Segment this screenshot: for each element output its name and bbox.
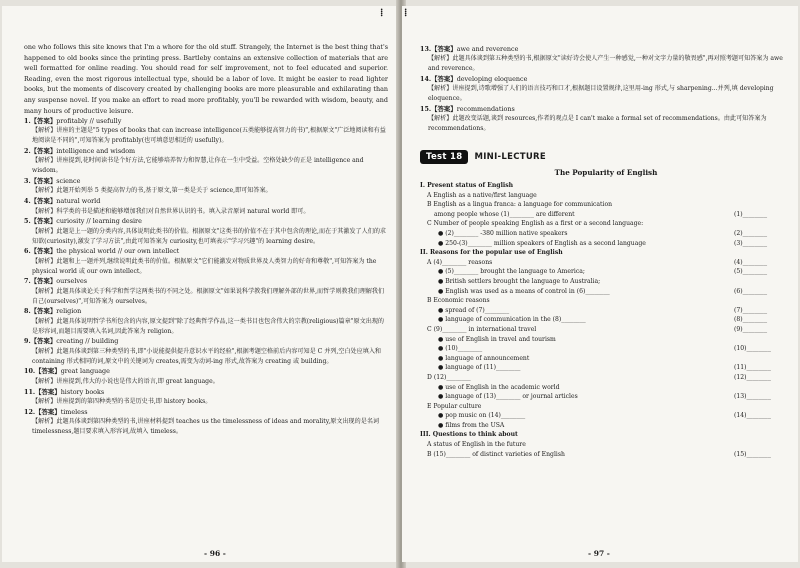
outline-line bbox=[420, 306, 792, 316]
answer-label: 6.【答案】 bbox=[24, 247, 57, 256]
outline-text: ● British settlers brought the language to Australia; bbox=[438, 277, 601, 285]
answer-text: intelligence and wisdom bbox=[56, 147, 136, 156]
outline-text: ● (5)________ brought the language to America; bbox=[438, 268, 585, 276]
answer-text: awe and reverence bbox=[456, 45, 519, 53]
test-header bbox=[420, 150, 792, 164]
answer-label: 7.【答案】 bbox=[24, 277, 57, 286]
answer-text: religion bbox=[56, 307, 82, 316]
outline-line bbox=[420, 200, 792, 210]
answer-blank: (15)________ bbox=[734, 450, 771, 458]
answer-text: natural world bbox=[56, 197, 101, 206]
right-page bbox=[402, 6, 798, 562]
explanation-text: 【解析】此题具体谈到第五种类型的书,根据原文"读好诗会使人产生一种感觉,一种对文字力量的敬畏感",再对照考题可知答案为 awe and reverence。 bbox=[428, 55, 783, 73]
outline-text: D (12)________ bbox=[427, 373, 471, 381]
answer-blank: (6)________ bbox=[734, 287, 768, 295]
answer-blank bbox=[734, 277, 792, 287]
answer-row bbox=[24, 336, 388, 346]
answer-blank bbox=[734, 383, 792, 393]
outline-text: A English as a native/first language bbox=[427, 191, 537, 199]
outline-text: among people whose (1)________ are different bbox=[434, 210, 575, 218]
answer-text: the physical world // our own intellect bbox=[56, 247, 180, 256]
answer-label: 4.【答案】 bbox=[24, 197, 57, 206]
outline-text: ● language of communication in the (8)________ bbox=[438, 316, 586, 324]
outline-text: ● films from the USA bbox=[438, 421, 505, 429]
explanation-text: 【解析】此题具体谈到第三种类型的书,即"小说能提供提升意识水平的经验",根据考题空格前后内容可知是 C 并列,空白处应填入和 containing 形式相同的词,原文中的关键词为 creates,需变为动词-ing 形式,故答案为 creating 或 building。 bbox=[32, 347, 382, 365]
answer-row bbox=[24, 366, 388, 376]
answer-label: 8.【答案】 bbox=[24, 307, 57, 316]
outline-line bbox=[420, 181, 792, 191]
answer-blank bbox=[734, 440, 792, 450]
explanation-text: 【解析】此题具体谈到第四种类型的书,讲座材料提到 teaches us the timelessness of ideas and morality,原文出现的是名词 timelessness,题目要求填入形容词,故填入 timeless。 bbox=[32, 417, 380, 435]
outline-line bbox=[420, 354, 792, 364]
answer-label: 12.【答案】 bbox=[24, 407, 61, 416]
explanation-text: 【解析】此题具体说明哲学书所包含的内容,原文提到"除了经典哲学作品,这一类书目也包含伟大的宗教(religious)篇章"原文出现的是形容词,而题目需要填入名词,因此答案为 religion。 bbox=[32, 317, 385, 335]
answer-blank: (9)________ bbox=[734, 325, 768, 333]
outline-text: ● (2)________ -380 million native speakers bbox=[438, 230, 568, 238]
outline-line bbox=[420, 296, 792, 306]
outline-text: A status of English in the future bbox=[427, 441, 526, 449]
answer-text: recommendations bbox=[456, 105, 515, 114]
answer-blank bbox=[734, 200, 792, 210]
answer-blank: (5)________ bbox=[734, 268, 768, 276]
test-title: MINI-LECTURE bbox=[474, 152, 546, 163]
answer-text: curiosity // learning desire bbox=[56, 217, 142, 226]
answer-row bbox=[24, 306, 388, 316]
answer-blank: (2)________ bbox=[734, 230, 768, 238]
answer-row bbox=[24, 216, 388, 226]
answer-row bbox=[24, 387, 388, 397]
explanation-text: 【解析】此题开始列举 5 类提高智力的书,基于原文,第一类是关于 science,即可知答案。 bbox=[32, 187, 272, 195]
outline-text: III. Questions to think about bbox=[420, 431, 518, 439]
answer-row bbox=[24, 196, 388, 206]
answer-blank: (1)________ bbox=[734, 210, 768, 218]
answer-blank: (7)________ bbox=[734, 306, 768, 314]
outline-line bbox=[420, 383, 792, 393]
answer-text: history books bbox=[60, 387, 105, 396]
outline-line bbox=[420, 402, 792, 412]
answer-text: great language bbox=[60, 367, 110, 376]
left-page bbox=[2, 6, 398, 562]
answer-blank: (14)________ bbox=[734, 412, 771, 420]
explanation-text: 【解析】讲座的主题是"5 types of books that can increase intelligence(五类能够提高智力的书)",根据原文"广泛地阅读和有益地阅读是不同的",可知答案为 profitably(也可填意思相近的 usefully)。 bbox=[32, 127, 386, 145]
answer-row bbox=[24, 407, 388, 417]
outline-text: ● spread of (7)________ bbox=[438, 306, 510, 314]
explanation-text: 【解析】此题具体谈论关于科学和哲学这两类书的不同之处。根据原文"如果说科学教我们理解外部的世界,而哲学则教我们理解我们自己(ourselves)",可知答案为 ourselves。 bbox=[32, 287, 385, 305]
lecture-outline bbox=[420, 181, 792, 459]
page-number-left: - 96 - bbox=[204, 549, 226, 558]
outline-text: I. Present status of English bbox=[420, 182, 514, 190]
outline-text: ● use of English in the academic world bbox=[438, 383, 560, 391]
answer-blank: (8)________ bbox=[734, 316, 768, 324]
outline-line bbox=[420, 411, 792, 421]
outline-text: E Popular culture bbox=[427, 402, 482, 410]
passage-title: The Popularity of English bbox=[554, 168, 658, 178]
explanation-text: 【解析】讲座提到,伟大的小说也是伟大的语言,即 great language。 bbox=[32, 377, 219, 385]
answer-blank bbox=[734, 191, 792, 201]
outline-line bbox=[420, 248, 792, 258]
outline-text: ● 250-(3)________ million speakers of English as a second language bbox=[438, 239, 646, 247]
answer-blank bbox=[734, 181, 792, 191]
outline-line bbox=[420, 430, 792, 440]
answer-label: 3.【答案】 bbox=[24, 177, 57, 186]
answer-blank: (3)________ bbox=[734, 239, 768, 247]
outline-text: ● language of (13)________ or journal articles bbox=[438, 393, 578, 401]
answer-blank bbox=[734, 248, 792, 258]
explanation-text: 【解析】科学类的书是描述和能够增加我们对自然世界认识的书。填入录音原词 natural world 即可。 bbox=[32, 207, 310, 215]
answer-text: creating // building bbox=[56, 337, 119, 346]
answer-text: profitably // usefully bbox=[56, 117, 122, 126]
answer-blank: (12)________ bbox=[734, 373, 771, 381]
outline-line bbox=[420, 239, 792, 249]
answer-label: 10.【答案】 bbox=[24, 367, 61, 376]
answer-text: timeless bbox=[60, 407, 88, 416]
answer-label: 15.【答案】 bbox=[420, 105, 457, 114]
outline-text: ● use of English in travel and tourism bbox=[438, 335, 556, 343]
outline-line bbox=[420, 373, 792, 383]
answer-blank: (4)________ bbox=[734, 258, 768, 266]
outline-text: ● English was used as a means of control in (6)________ bbox=[438, 287, 610, 295]
outline-line bbox=[420, 219, 792, 229]
answer-row bbox=[24, 116, 388, 126]
answer-row bbox=[24, 146, 388, 156]
answer-label: 14.【答案】 bbox=[420, 75, 457, 84]
outline-line bbox=[420, 440, 792, 450]
answer-text: science bbox=[56, 177, 81, 186]
answer-label: 5.【答案】 bbox=[24, 217, 57, 226]
answer-label: 2.【答案】 bbox=[24, 147, 57, 156]
outline-text: A (4)________ reasons bbox=[427, 258, 493, 266]
outline-text: B (15)________ of distinct varieties of English bbox=[427, 450, 565, 458]
outline-line bbox=[420, 315, 792, 325]
left-answer-list bbox=[24, 116, 388, 437]
answer-label: 1.【答案】 bbox=[24, 117, 57, 126]
answer-row bbox=[24, 176, 388, 186]
answer-label: 13.【答案】 bbox=[420, 45, 457, 53]
explanation-text: 【解析】讲座提到,诗歌增强了人们的语言技巧和口才,根据题目设置规律,这里用-ing 形式,与 sharpening...并列,填 developing eloquence。 bbox=[428, 85, 774, 103]
outline-line bbox=[420, 392, 792, 402]
answer-blank bbox=[734, 402, 792, 412]
answer-row bbox=[420, 74, 792, 84]
outline-text: B English as a lingua franca: a language for communication bbox=[427, 201, 613, 209]
answer-blank bbox=[734, 296, 792, 306]
outline-line bbox=[420, 287, 792, 297]
answer-row bbox=[24, 276, 388, 286]
answer-label: 9.【答案】 bbox=[24, 337, 57, 346]
right-answer-list bbox=[420, 44, 792, 134]
answer-blank bbox=[734, 335, 792, 345]
explanation-text: 【解析】此题和上一题并列,继续说明此类书的价值。根据原文"它们能激发对物质世界及人类智力的好奇和尊敬",可知答案为 the physical world 或 our own intellect。 bbox=[32, 257, 377, 275]
outline-line bbox=[420, 335, 792, 345]
page-number-right: - 97 - bbox=[588, 549, 610, 558]
binding-mark: ⁞ bbox=[380, 8, 384, 19]
outline-line bbox=[420, 277, 792, 287]
outline-text: ● pop music on (14)________ bbox=[438, 412, 526, 420]
answer-row bbox=[420, 44, 792, 54]
answer-blank: (11)________ bbox=[734, 364, 771, 372]
answer-row bbox=[24, 246, 388, 256]
outline-line bbox=[420, 421, 792, 431]
answer-blank bbox=[734, 421, 792, 431]
answer-row bbox=[420, 104, 792, 114]
outline-text: C (9)________ in international travel bbox=[427, 325, 537, 333]
answer-label: 11.【答案】 bbox=[24, 387, 61, 396]
outline-line bbox=[420, 267, 792, 277]
explanation-text: 【解析】此题是上一题的分类内容,具体说明此类书的价值。根据原文"这类书的价值不在于其中包含的理论,而在于其激发了人们的求知欲(curiosity),激发了学习方法",由此可知答案为 curiosity,也可填表示"学习兴趣"的 learning desire。 bbox=[32, 227, 387, 245]
outline-text: B Economic reasons bbox=[427, 297, 490, 305]
outline-line bbox=[420, 344, 792, 354]
outline-line bbox=[420, 229, 792, 239]
explanation-text: 【解析】讲座提到的第四种类型的书是历史书,即 history books。 bbox=[32, 397, 212, 405]
test-badge: Test 18 bbox=[420, 150, 468, 164]
intro-paragraph: one who follows this site knows that I'm a whore for the old stuff. Strangely, the Internet is the best thing that's happened to old books since the printing press. Bartleby contains an extensive collection of materials that are well formatted for online reading. You should read for self improvement, not to feel educated and superior. Reading, even the most rigorous intellectual type, should be a labor of love. It might be easier to read lighter books, but the moments of discovery created by challenging books are more pleasurable and exhilarating than any suspense novel. If you make an effort to read more profitably, you'll be rewarded with wisdom, beauty, and many hours of productive leisure. bbox=[24, 43, 388, 115]
answer-text: developing eloquence bbox=[456, 75, 528, 84]
binding-mark: ⁞ bbox=[404, 8, 408, 19]
explanation-text: 【解析】此题改变话题,谈到 resources,作者的观点是 I can't make a formal set of recommendations。由此可知答案为 recommendations。 bbox=[428, 115, 767, 133]
outline-text: ● language of (11)________ bbox=[438, 364, 521, 372]
outline-text: II. Reasons for the popular use of English bbox=[420, 249, 563, 257]
outline-line bbox=[420, 363, 792, 373]
outline-text: C Number of people speaking English as a first or a second language: bbox=[427, 220, 644, 228]
answer-blank bbox=[734, 219, 792, 229]
answer-blank: (10)________ bbox=[734, 345, 771, 353]
outline-line bbox=[420, 325, 792, 335]
outline-line bbox=[420, 258, 792, 268]
outline-text: ● (10)________ bbox=[438, 345, 483, 353]
outline-line bbox=[420, 191, 792, 201]
answer-text: ourselves bbox=[56, 277, 88, 286]
answer-blank bbox=[734, 430, 792, 440]
outline-text: ● language of announcement bbox=[438, 354, 530, 362]
explanation-text: 【解析】讲座提到,花时间读书是个好方法,它能够培养智力和智慧,让你在一生中受益。空格处缺少的正是 intelligence and wisdom。 bbox=[32, 157, 364, 175]
outline-line bbox=[420, 210, 792, 220]
answer-blank bbox=[734, 354, 792, 364]
answer-blank: (13)________ bbox=[734, 393, 771, 401]
outline-line bbox=[420, 450, 792, 460]
